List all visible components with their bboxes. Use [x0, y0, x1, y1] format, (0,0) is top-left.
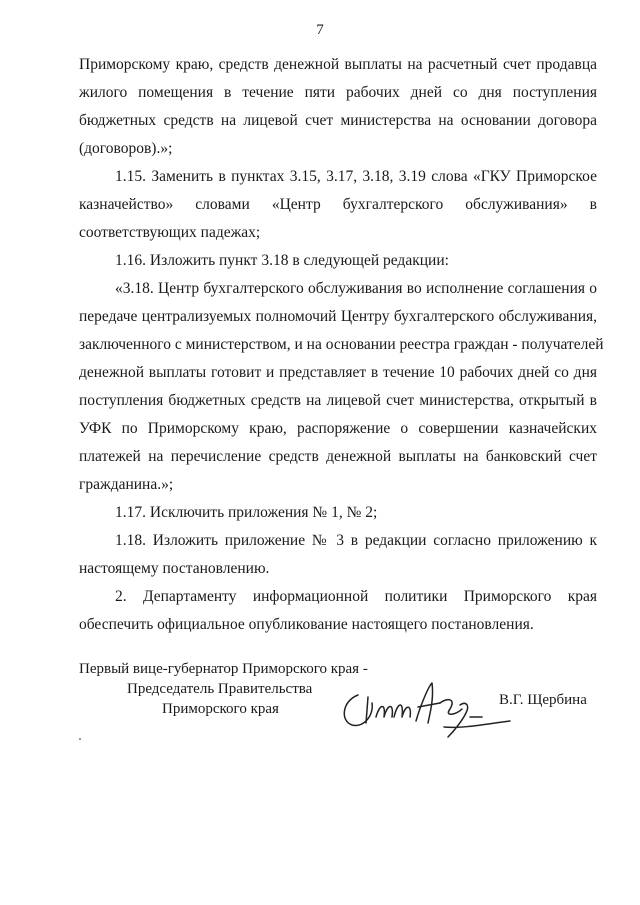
paragraph-line: (договоров).»; — [79, 140, 173, 157]
paragraph-line: гражданина.»; — [79, 476, 174, 493]
paragraph-line: «3.18. Центр бухгалтерского обслуживания во исполнение соглашения о — [115, 280, 597, 297]
paragraph-line: платежей на перечисление средств денежной выплаты на банковский счет — [79, 448, 597, 465]
paragraph-line: денежной выплаты готовит и представляет в течение 10 рабочих дней со дня — [79, 364, 597, 381]
paragraph-line: 1.15. Заменить в пунктах 3.15, 3.17, 3.18, 3.19 слова «ГКУ Приморское — [115, 168, 597, 185]
paragraph-line: 1.16. Изложить пункт 3.18 в следующей редакции: — [115, 252, 449, 269]
paragraph-line: настоящему постановлению. — [79, 560, 270, 577]
scan-speck — [79, 738, 81, 740]
paragraph-line: УФК по Приморскому краю, распоряжение о совершении казначейских — [79, 420, 597, 437]
handwritten-signature — [332, 677, 512, 742]
signer-position-line-2: Председатель Правительства — [127, 681, 313, 697]
paragraph-line: казначейство» словами «Центр бухгалтерского обслуживания» в — [79, 196, 597, 213]
page-number: 7 — [316, 22, 324, 38]
signer-position-line-3: Приморского края — [162, 701, 279, 717]
signer-position-line-1: Первый вице-губернатор Приморского края - — [79, 661, 368, 677]
paragraph-line: бюджетных средств на лицевой счет министерства на основании договора — [79, 112, 597, 129]
paragraph-line: Приморскому краю, средств денежной выплаты на расчетный счет продавца — [79, 56, 597, 73]
paragraph-line: заключенного с министерством, и на основании реестра граждан - получателей — [79, 336, 604, 353]
paragraph-line: 1.17. Исключить приложения № 1, № 2; — [115, 504, 378, 521]
paragraph-line: жилого помещения в течение пяти рабочих дней со дня поступления — [79, 84, 597, 101]
paragraph-line: передаче централизуемых полномочий Центру бухгалтерского обслуживания, — [79, 308, 597, 325]
paragraph-line: соответствующих падежах; — [79, 224, 261, 241]
paragraph-line: 2. Департаменту информационной политики Приморского края — [115, 588, 597, 605]
paragraph-line: обеспечить официальное опубликование настоящего постановления. — [79, 616, 534, 633]
signer-name: В.Г. Щербина — [499, 692, 587, 708]
paragraph-line: поступления бюджетных средств на лицевой счет министерства, открытый в — [79, 392, 597, 409]
paragraph-line: 1.18. Изложить приложение № 3 в редакции согласно приложению к — [115, 532, 597, 549]
